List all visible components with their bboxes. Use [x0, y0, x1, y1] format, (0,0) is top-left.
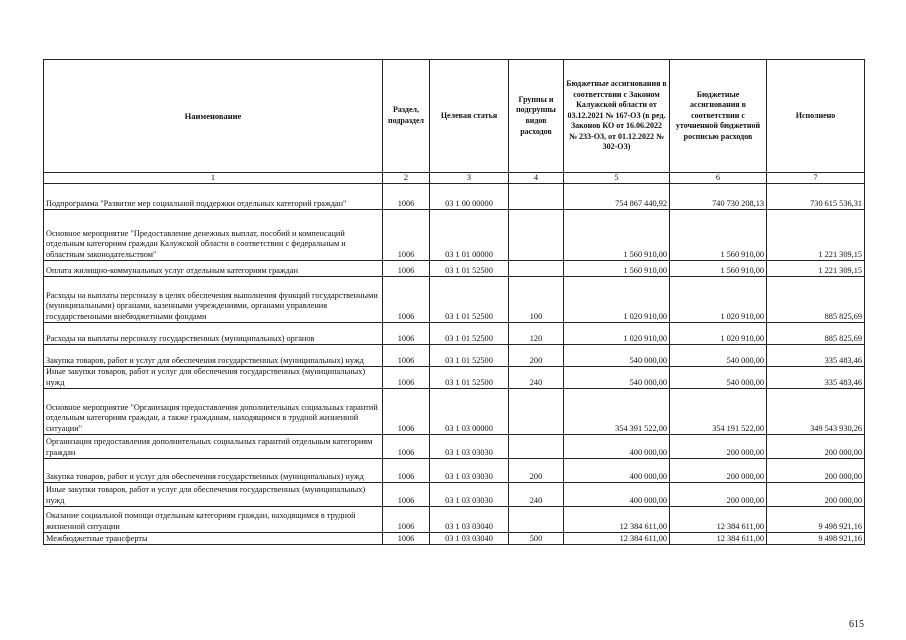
row-law-allocation: 1 560 910,00: [564, 261, 670, 277]
row-target-article: 03 1 01 52500: [430, 261, 509, 277]
row-section: 1006: [383, 533, 430, 545]
row-section: 1006: [383, 184, 430, 210]
row-section: 1006: [383, 323, 430, 345]
row-target-article: 03 1 03 03030: [430, 483, 509, 507]
row-executed: 885 825,69: [767, 277, 865, 323]
header-section: Раздел, подраздел: [383, 60, 430, 173]
row-name: Расходы на выплаты персоналу государственных (муниципальных) органов: [44, 323, 383, 345]
row-refined-allocation: 200 000,00: [670, 435, 767, 459]
row-law-allocation: 400 000,00: [564, 459, 670, 483]
row-section: 1006: [383, 507, 430, 533]
row-target-article: 03 1 01 52500: [430, 323, 509, 345]
header-name: Наименование: [44, 60, 383, 173]
row-executed: 335 483,46: [767, 345, 865, 367]
row-refined-allocation: 354 191 522,00: [670, 389, 767, 435]
row-executed: 9 498 921,16: [767, 507, 865, 533]
column-number: 2: [383, 173, 430, 184]
row-law-allocation: 400 000,00: [564, 483, 670, 507]
row-target-article: 03 1 03 03030: [430, 435, 509, 459]
column-number: 5: [564, 173, 670, 184]
row-expense-group: 200: [509, 345, 564, 367]
row-law-allocation: 1 020 910,00: [564, 277, 670, 323]
row-expense-group: [509, 184, 564, 210]
row-name: Оказание социальной помощи отдельным категориям граждан, находящимся в трудной жизненной ситуации: [44, 507, 383, 533]
row-name: Оплата жилищно-коммунальных услуг отдельным категориям граждан: [44, 261, 383, 277]
row-refined-allocation: 12 384 611,00: [670, 507, 767, 533]
row-refined-allocation: 200 000,00: [670, 459, 767, 483]
row-expense-group: 240: [509, 483, 564, 507]
row-executed: 200 000,00: [767, 459, 865, 483]
row-executed: 349 543 930,26: [767, 389, 865, 435]
row-name: Межбюджетные трансферты: [44, 533, 383, 545]
row-name: Закупка товаров, работ и услуг для обеспечения государственных (муниципальных) нужд: [44, 459, 383, 483]
table-row: [44, 533, 865, 545]
row-refined-allocation: 540 000,00: [670, 345, 767, 367]
row-expense-group: [509, 261, 564, 277]
row-name: Расходы на выплаты персоналу в целях обеспечения выполнения функций государственными (муниципальными) органами, казенными учреждениями, органами управления государственными внебюджетными фондами: [44, 277, 383, 323]
row-executed: 885 825,69: [767, 323, 865, 345]
row-refined-allocation: 200 000,00: [670, 483, 767, 507]
row-name: Подпрограмма "Развитие мер социальной поддержки отдельных категорий граждан": [44, 184, 383, 210]
table-row: [44, 483, 865, 507]
row-expense-group: 120: [509, 323, 564, 345]
row-refined-allocation: 540 000,00: [670, 367, 767, 389]
row-expense-group: [509, 507, 564, 533]
row-section: 1006: [383, 277, 430, 323]
row-executed: 335 483,46: [767, 367, 865, 389]
table-row: [44, 435, 865, 459]
column-number: 4: [509, 173, 564, 184]
table-row: [44, 210, 865, 261]
row-section: 1006: [383, 210, 430, 261]
row-target-article: 03 1 01 52500: [430, 277, 509, 323]
row-refined-allocation: 12 384 611,00: [670, 533, 767, 545]
row-section: 1006: [383, 459, 430, 483]
column-number-row: [44, 173, 865, 184]
row-target-article: 03 1 01 00000: [430, 210, 509, 261]
table-row: [44, 277, 865, 323]
row-target-article: 03 1 03 03030: [430, 459, 509, 483]
row-name: Закупка товаров, работ и услуг для обеспечения государственных (муниципальных) нужд: [44, 345, 383, 367]
row-refined-allocation: 1 020 910,00: [670, 277, 767, 323]
row-section: 1006: [383, 483, 430, 507]
row-refined-allocation: 1 560 910,00: [670, 210, 767, 261]
row-executed: 200 000,00: [767, 435, 865, 459]
header-refined: Бюджетные ассигнования в соответствии с уточненной бюджетной росписью расходов: [670, 60, 767, 173]
row-expense-group: [509, 435, 564, 459]
row-expense-group: [509, 389, 564, 435]
column-number: 6: [670, 173, 767, 184]
header-executed: Исполнено: [767, 60, 865, 173]
table-row: [44, 345, 865, 367]
row-law-allocation: 754 867 440,92: [564, 184, 670, 210]
row-target-article: 03 1 01 52500: [430, 345, 509, 367]
row-executed: 9 498 921,16: [767, 533, 865, 545]
row-section: 1006: [383, 435, 430, 459]
table-row: [44, 507, 865, 533]
row-section: 1006: [383, 367, 430, 389]
row-target-article: 03 1 03 03040: [430, 533, 509, 545]
table-row: [44, 367, 865, 389]
row-expense-group: 100: [509, 277, 564, 323]
row-law-allocation: 1 020 910,00: [564, 323, 670, 345]
row-executed: 1 221 309,15: [767, 210, 865, 261]
table-row: [44, 323, 865, 345]
row-name: Основное мероприятие "Организация предоставления дополнительных социальных гарантий отдельным категориям граждан, а также гражданам, находящимся в трудной жизненной ситуации": [44, 389, 383, 435]
row-name: Организация предоставления дополнительных социальных гарантий отдельным категориям граждан: [44, 435, 383, 459]
row-law-allocation: 12 384 611,00: [564, 533, 670, 545]
row-expense-group: 240: [509, 367, 564, 389]
row-executed: 730 615 536,31: [767, 184, 865, 210]
table-row: [44, 184, 865, 210]
row-executed: 1 221 309,15: [767, 261, 865, 277]
header-law: Бюджетные ассигнования в соответствии с Законом Калужской области от 03.12.2021 № 167-ОЗ (в ред. Законов КО от 16.06.2022 № 233-ОЗ, от 01.12.2022 № 302-ОЗ): [564, 60, 670, 173]
header-row: [44, 60, 865, 173]
row-section: 1006: [383, 261, 430, 277]
row-refined-allocation: 1 020 910,00: [670, 323, 767, 345]
budget-table: [43, 59, 865, 545]
table-row: [44, 261, 865, 277]
row-section: 1006: [383, 389, 430, 435]
row-law-allocation: 12 384 611,00: [564, 507, 670, 533]
row-target-article: 03 1 03 03040: [430, 507, 509, 533]
header-groups: Группы и подгруппы видов расходов: [509, 60, 564, 173]
row-name: Основное мероприятие "Предоставление денежных выплат, пособий и компенсаций отдельным категориям граждан Калужской области в соответствии с федеральным и областным законодательством": [44, 210, 383, 261]
table-row: [44, 459, 865, 483]
header-target: Целевая статья: [430, 60, 509, 173]
row-refined-allocation: 1 560 910,00: [670, 261, 767, 277]
row-law-allocation: 540 000,00: [564, 367, 670, 389]
column-number: 1: [44, 173, 383, 184]
row-target-article: 03 1 01 52500: [430, 367, 509, 389]
row-law-allocation: 1 560 910,00: [564, 210, 670, 261]
row-executed: 200 000,00: [767, 483, 865, 507]
row-section: 1006: [383, 345, 430, 367]
column-number: 3: [430, 173, 509, 184]
page-number: 615: [849, 619, 864, 630]
row-refined-allocation: 740 730 208,13: [670, 184, 767, 210]
column-number: 7: [767, 173, 865, 184]
row-name: Иные закупки товаров, работ и услуг для обеспечения государственных (муниципальных) нужд: [44, 483, 383, 507]
row-law-allocation: 400 000,00: [564, 435, 670, 459]
row-target-article: 03 1 03 00000: [430, 389, 509, 435]
row-name: Иные закупки товаров, работ и услуг для обеспечения государственных (муниципальных) нужд: [44, 367, 383, 389]
row-law-allocation: 354 391 522,00: [564, 389, 670, 435]
row-law-allocation: 540 000,00: [564, 345, 670, 367]
row-target-article: 03 1 00 00000: [430, 184, 509, 210]
row-expense-group: 500: [509, 533, 564, 545]
row-expense-group: [509, 210, 564, 261]
table-row: [44, 389, 865, 435]
row-expense-group: 200: [509, 459, 564, 483]
